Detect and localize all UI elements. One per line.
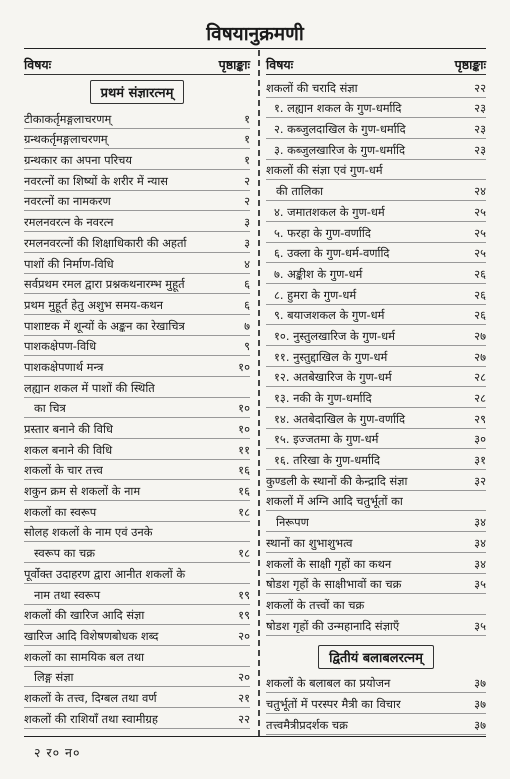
toc-entry <box>266 387 486 408</box>
toc-entry-label: शकलों के बलाबल का प्रयोजन <box>266 676 391 691</box>
toc-entry-label: शकलों के चार तत्त्व <box>24 463 103 478</box>
toc-entry <box>266 532 486 553</box>
toc-entry <box>266 615 486 636</box>
toc-entry-label: शकलों की चरादि संज्ञा <box>266 80 358 95</box>
toc-entry <box>266 284 486 305</box>
toc-entry-label: शकलों के तत्त्वों का चक्र <box>266 597 365 612</box>
toc-entry <box>266 201 486 222</box>
toc-entry-label: शकलों में अग्नि आदि चतुर्भूतों का <box>266 494 403 509</box>
toc-entry <box>24 646 250 667</box>
toc-entry-page: ११ <box>238 442 250 457</box>
toc-entry-label: रमलनवरत्नों की शिक्षाधिकारी की अहर्ता <box>24 235 187 250</box>
toc-entry-label: ५. फरहा के गुण-वर्णादि <box>274 225 371 240</box>
toc-entry <box>24 149 250 170</box>
toc-entry-page: १ <box>244 153 250 168</box>
toc-entry-page: १ <box>244 111 250 126</box>
toc-entry <box>266 553 486 574</box>
toc-entry <box>266 77 486 98</box>
toc-entry-page: १८ <box>238 546 250 561</box>
toc-entry <box>24 439 250 460</box>
right-entry-list <box>266 77 486 636</box>
toc-entry-page: ६ <box>244 297 250 312</box>
toc-entry <box>24 418 250 439</box>
toc-entry-page: २६ <box>474 308 486 323</box>
toc-entry-page: १० <box>238 401 250 416</box>
toc-entry-page: ३४ <box>474 535 486 550</box>
toc-entry <box>24 542 250 563</box>
toc-entry-label: शकलों की संज्ञा एवं गुण-धर्म <box>266 163 383 178</box>
toc-entry-page: २३ <box>474 101 486 116</box>
toc-entry-page: ३४ <box>474 515 486 530</box>
toc-entry <box>266 98 486 119</box>
section-heading-second: द्वितीयं बलाबलरत्नम् <box>318 645 434 669</box>
toc-entry-label: लह्यान शकल में पाशों की स्थिति <box>24 380 155 395</box>
toc-entry <box>266 693 486 714</box>
toc-entry-page: ३१ <box>474 453 486 468</box>
toc-entry-page: ४ <box>244 256 250 271</box>
toc-entry <box>266 470 486 491</box>
subject-heading: विषयः <box>266 56 294 72</box>
toc-entry-label: शकलों की राशियाँ तथा स्वामीग्रह <box>24 711 158 726</box>
page-title: विषयानुक्रमणी <box>206 23 304 45</box>
toc-entry <box>24 294 250 315</box>
toc-entry-label: शकलों के तत्त्व, दिग्बल तथा वर्ण <box>24 690 157 705</box>
toc-entry-page: २० <box>238 670 250 685</box>
toc-entry <box>266 367 486 388</box>
page-heading: पृष्ठाङ्काः <box>454 56 486 72</box>
toc-entry-label: स्वरूप का चक्र <box>34 546 96 561</box>
toc-entry-label: स्थानों का शुभाशुभत्व <box>266 535 353 550</box>
toc-entry-label: पाशाष्टक में शून्यों के अङ्कन का रेखाचित्र <box>24 318 185 333</box>
toc-entry-label: खारिज आदि विशेषणबोधक शब्द <box>24 628 159 643</box>
bottom-rule <box>24 736 486 737</box>
toc-entry-label: टीकाकर्तृमङ्गलाचरणम् <box>24 111 112 126</box>
toc-entry <box>266 305 486 326</box>
toc-entry-label: पाशों की निर्माण-विधि <box>24 256 114 271</box>
toc-entry-label: रमलनवरत्न के नवरत्न <box>24 215 114 230</box>
left-column <box>24 54 250 729</box>
toc-entry <box>24 129 250 150</box>
toc-entry <box>24 460 250 481</box>
toc-entry <box>24 398 250 419</box>
toc-entry <box>24 687 250 708</box>
toc-entry-label: नवरत्नों का नामकरण <box>24 194 111 209</box>
toc-entry-page: ३० <box>474 432 486 447</box>
toc-entry-page: २५ <box>474 225 486 240</box>
page-heading: पृष्ठाङ्काः <box>218 56 250 72</box>
toc-entry-page: १० <box>238 422 250 436</box>
toc-entry <box>24 336 250 357</box>
column-separator <box>258 50 260 736</box>
toc-entry <box>266 511 486 532</box>
toc-entry-page: १६ <box>238 484 250 499</box>
toc-entry-page: २६ <box>474 287 486 302</box>
toc-entry-label: की तालिका <box>276 184 324 199</box>
toc-entry-page: १८ <box>238 504 250 519</box>
toc-entry-page: २० <box>238 628 250 643</box>
left-column-header <box>24 54 250 75</box>
toc-entry <box>266 160 486 181</box>
top-rule <box>24 48 486 49</box>
toc-entry <box>24 211 250 232</box>
subject-heading: विषयः <box>24 56 52 72</box>
toc-entry <box>24 170 250 191</box>
toc-entry-label: शकलों का सामयिक बल तथा <box>24 649 145 664</box>
toc-entry-page: २५ <box>474 246 486 261</box>
toc-entry-label: १३. नकी के गुण-धर्मादि <box>274 391 372 405</box>
toc-entry-label: पूर्वोक्त उदाहरण द्वारा आनीत शकलों के <box>24 566 186 581</box>
toc-entry-label: ११. नुस्तुद्दाखिल के गुण-धर्म <box>274 349 388 364</box>
toc-entry-page: ३२ <box>474 473 486 488</box>
toc-entry-label: शकलों की खारिज आदि संज्ञा <box>24 608 145 623</box>
toc-entry-label: का चित्र <box>34 401 66 416</box>
toc-entry-page: २६ <box>474 266 486 281</box>
toc-entry-page: ३ <box>244 215 250 230</box>
left-entry-list <box>24 108 250 729</box>
toc-entry-page: २३ <box>474 122 486 137</box>
toc-entry <box>24 563 250 584</box>
toc-entry-page: २ <box>244 194 250 209</box>
toc-entry-label: १. लह्यान शकल के गुण-धर्मादि <box>274 101 402 116</box>
toc-entry-page: २१ <box>238 690 250 705</box>
toc-entry <box>24 480 250 501</box>
toc-entry-page: ३५ <box>474 618 486 633</box>
toc-entry-page: ७ <box>244 318 250 333</box>
toc-entry-page: २२ <box>238 711 250 726</box>
toc-entry <box>24 708 250 729</box>
toc-entry <box>24 315 250 336</box>
toc-entry-label: १५. इज्जतमा के गुण-धर्म <box>274 432 379 447</box>
toc-entry-label: चतुर्भूतों में परस्पर मैत्री का विचार <box>266 696 401 711</box>
toc-entry <box>266 118 486 139</box>
toc-entry-label: ७. अङ्कीश के गुण-धर्म <box>274 266 363 281</box>
toc-entry <box>24 522 250 543</box>
toc-entry <box>24 191 250 212</box>
toc-entry <box>24 377 250 398</box>
toc-entry <box>24 108 250 129</box>
toc-entry <box>266 408 486 429</box>
toc-entry-label: ९. बयाजशकल के गुण-धर्म <box>274 308 385 323</box>
toc-entry-label: तत्त्वमैत्रीप्रदर्शक चक्र <box>266 717 348 732</box>
toc-entry-page: ३४ <box>474 556 486 571</box>
toc-entry <box>266 325 486 346</box>
toc-entry-page: २९ <box>474 411 486 426</box>
toc-entry-page: ३५ <box>474 577 486 592</box>
toc-entry-page: २८ <box>474 370 486 385</box>
toc-entry <box>266 180 486 201</box>
right-column <box>266 54 486 735</box>
toc-entry-label: शकुन क्रम से शकलों के नाम <box>24 484 141 499</box>
toc-entry-label: षोडश गृहों के साक्षीभावों का चक्र <box>266 577 402 592</box>
toc-entry-label: ३. कब्जुलखारिज के गुण-धर्मादि <box>274 142 406 157</box>
toc-entry <box>266 673 486 694</box>
toc-entry <box>24 605 250 626</box>
toc-entry <box>24 667 250 688</box>
toc-entry-page: २३ <box>474 142 486 157</box>
toc-entry-page: १९ <box>238 587 250 602</box>
toc-entry <box>24 356 250 377</box>
right-entry-list-second <box>266 673 486 735</box>
toc-entry-label: षोडश गृहों की उन्महानादि संज्ञाएँ <box>266 618 400 633</box>
toc-entry-label: ८. हुमरा के गुण-धर्म <box>274 287 357 302</box>
toc-entry-label: ६. उक्ला के गुण-धर्म-वर्णादि <box>274 246 390 261</box>
toc-entry-page: ९ <box>244 339 250 354</box>
toc-entry-label: १०. नुस्तुलखारिज के गुण-धर्म <box>274 328 395 343</box>
toc-entry-label: प्रथम मुहूर्त हेतु अशुभ समय-कथन <box>24 297 163 312</box>
toc-entry-label: सोलह शकलों के नाम एवं उनके <box>24 525 153 540</box>
toc-entry-page: २७ <box>474 328 486 343</box>
toc-entry <box>266 263 486 284</box>
toc-entry-label: कुण्डली के स्थानों की केन्द्रादि संज्ञा <box>266 473 408 488</box>
toc-entry-page: २ <box>244 173 250 188</box>
toc-entry-page: ३७ <box>474 676 486 691</box>
toc-entry <box>266 491 486 512</box>
toc-entry-page: २५ <box>474 204 486 219</box>
toc-entry <box>24 584 250 605</box>
toc-entry <box>24 625 250 646</box>
toc-entry-page: ३ <box>244 235 250 250</box>
toc-entry-label: प्रस्तार बनाने की विधि <box>24 422 113 436</box>
toc-entry <box>266 429 486 450</box>
toc-entry <box>24 274 250 295</box>
toc-entry <box>266 714 486 735</box>
toc-entry-label: २. कब्जुलदाखिल के गुण-धर्मादि <box>274 122 406 137</box>
toc-entry-page: १९ <box>238 608 250 623</box>
toc-entry-label: नवरत्नों का शिष्यों के शरीर में न्यास <box>24 173 168 188</box>
toc-entry-page: १० <box>238 359 250 374</box>
toc-entry <box>266 449 486 470</box>
toc-entry-label: शकलों के साक्षी गृहों का कथन <box>266 556 392 571</box>
toc-entry-label: ४. जमातशकल के गुण-धर्म <box>274 204 385 219</box>
toc-entry <box>266 594 486 615</box>
toc-entry-page: ३७ <box>474 717 486 732</box>
toc-entry-label: निरूपण <box>276 515 309 530</box>
toc-entry-label: नाम तथा स्वरूप <box>34 587 101 602</box>
toc-entry <box>266 243 486 264</box>
toc-entry-label: पाशकक्षेपणार्थ मन्त्र <box>24 359 104 374</box>
toc-entry-label: लिङ्ग संज्ञा <box>34 670 74 685</box>
toc-entry-page: २७ <box>474 349 486 364</box>
toc-entry-page: १ <box>244 132 250 147</box>
toc-entry-page: ३७ <box>474 696 486 711</box>
toc-entry-page: १६ <box>238 463 250 478</box>
toc-entry <box>266 574 486 595</box>
section-heading-first: प्रथमं संज्ञारत्नम् <box>90 80 185 104</box>
footer-signature: २ र० न० <box>34 745 81 760</box>
toc-entry-page: २२ <box>474 80 486 95</box>
toc-entry-label: शकलों का स्वरूप <box>24 504 97 519</box>
toc-entry <box>266 222 486 243</box>
toc-entry <box>24 232 250 253</box>
toc-entry <box>24 253 250 274</box>
toc-entry <box>266 346 486 367</box>
toc-entry-label: १६. तरिखा के गुण-धर्मादि <box>274 453 380 468</box>
toc-entry-page: २८ <box>474 391 486 405</box>
toc-entry-label: १२. अतबेखारिज के गुण-धर्म <box>274 370 392 385</box>
toc-entry-label: पाशकक्षेपण-विधि <box>24 339 97 354</box>
toc-entry-label: ग्रन्थकार का अपना परिचय <box>24 153 133 168</box>
toc-entry <box>24 501 250 522</box>
toc-entry <box>266 139 486 160</box>
toc-entry-label: शकल बनाने की विधि <box>24 442 113 457</box>
toc-entry-label: सर्वप्रथम रमल द्वारा प्रश्नकथनारम्भ मुहूर्त <box>24 277 185 292</box>
right-column-header <box>266 54 486 75</box>
toc-entry-page: २४ <box>474 184 486 199</box>
toc-entry-label: ग्रन्थकर्तृमङ्गलाचरणम् <box>24 132 108 147</box>
toc-entry-page: ६ <box>244 277 250 292</box>
toc-entry-label: १४. अतबेदाखिल के गुण-वर्णादि <box>274 411 406 426</box>
